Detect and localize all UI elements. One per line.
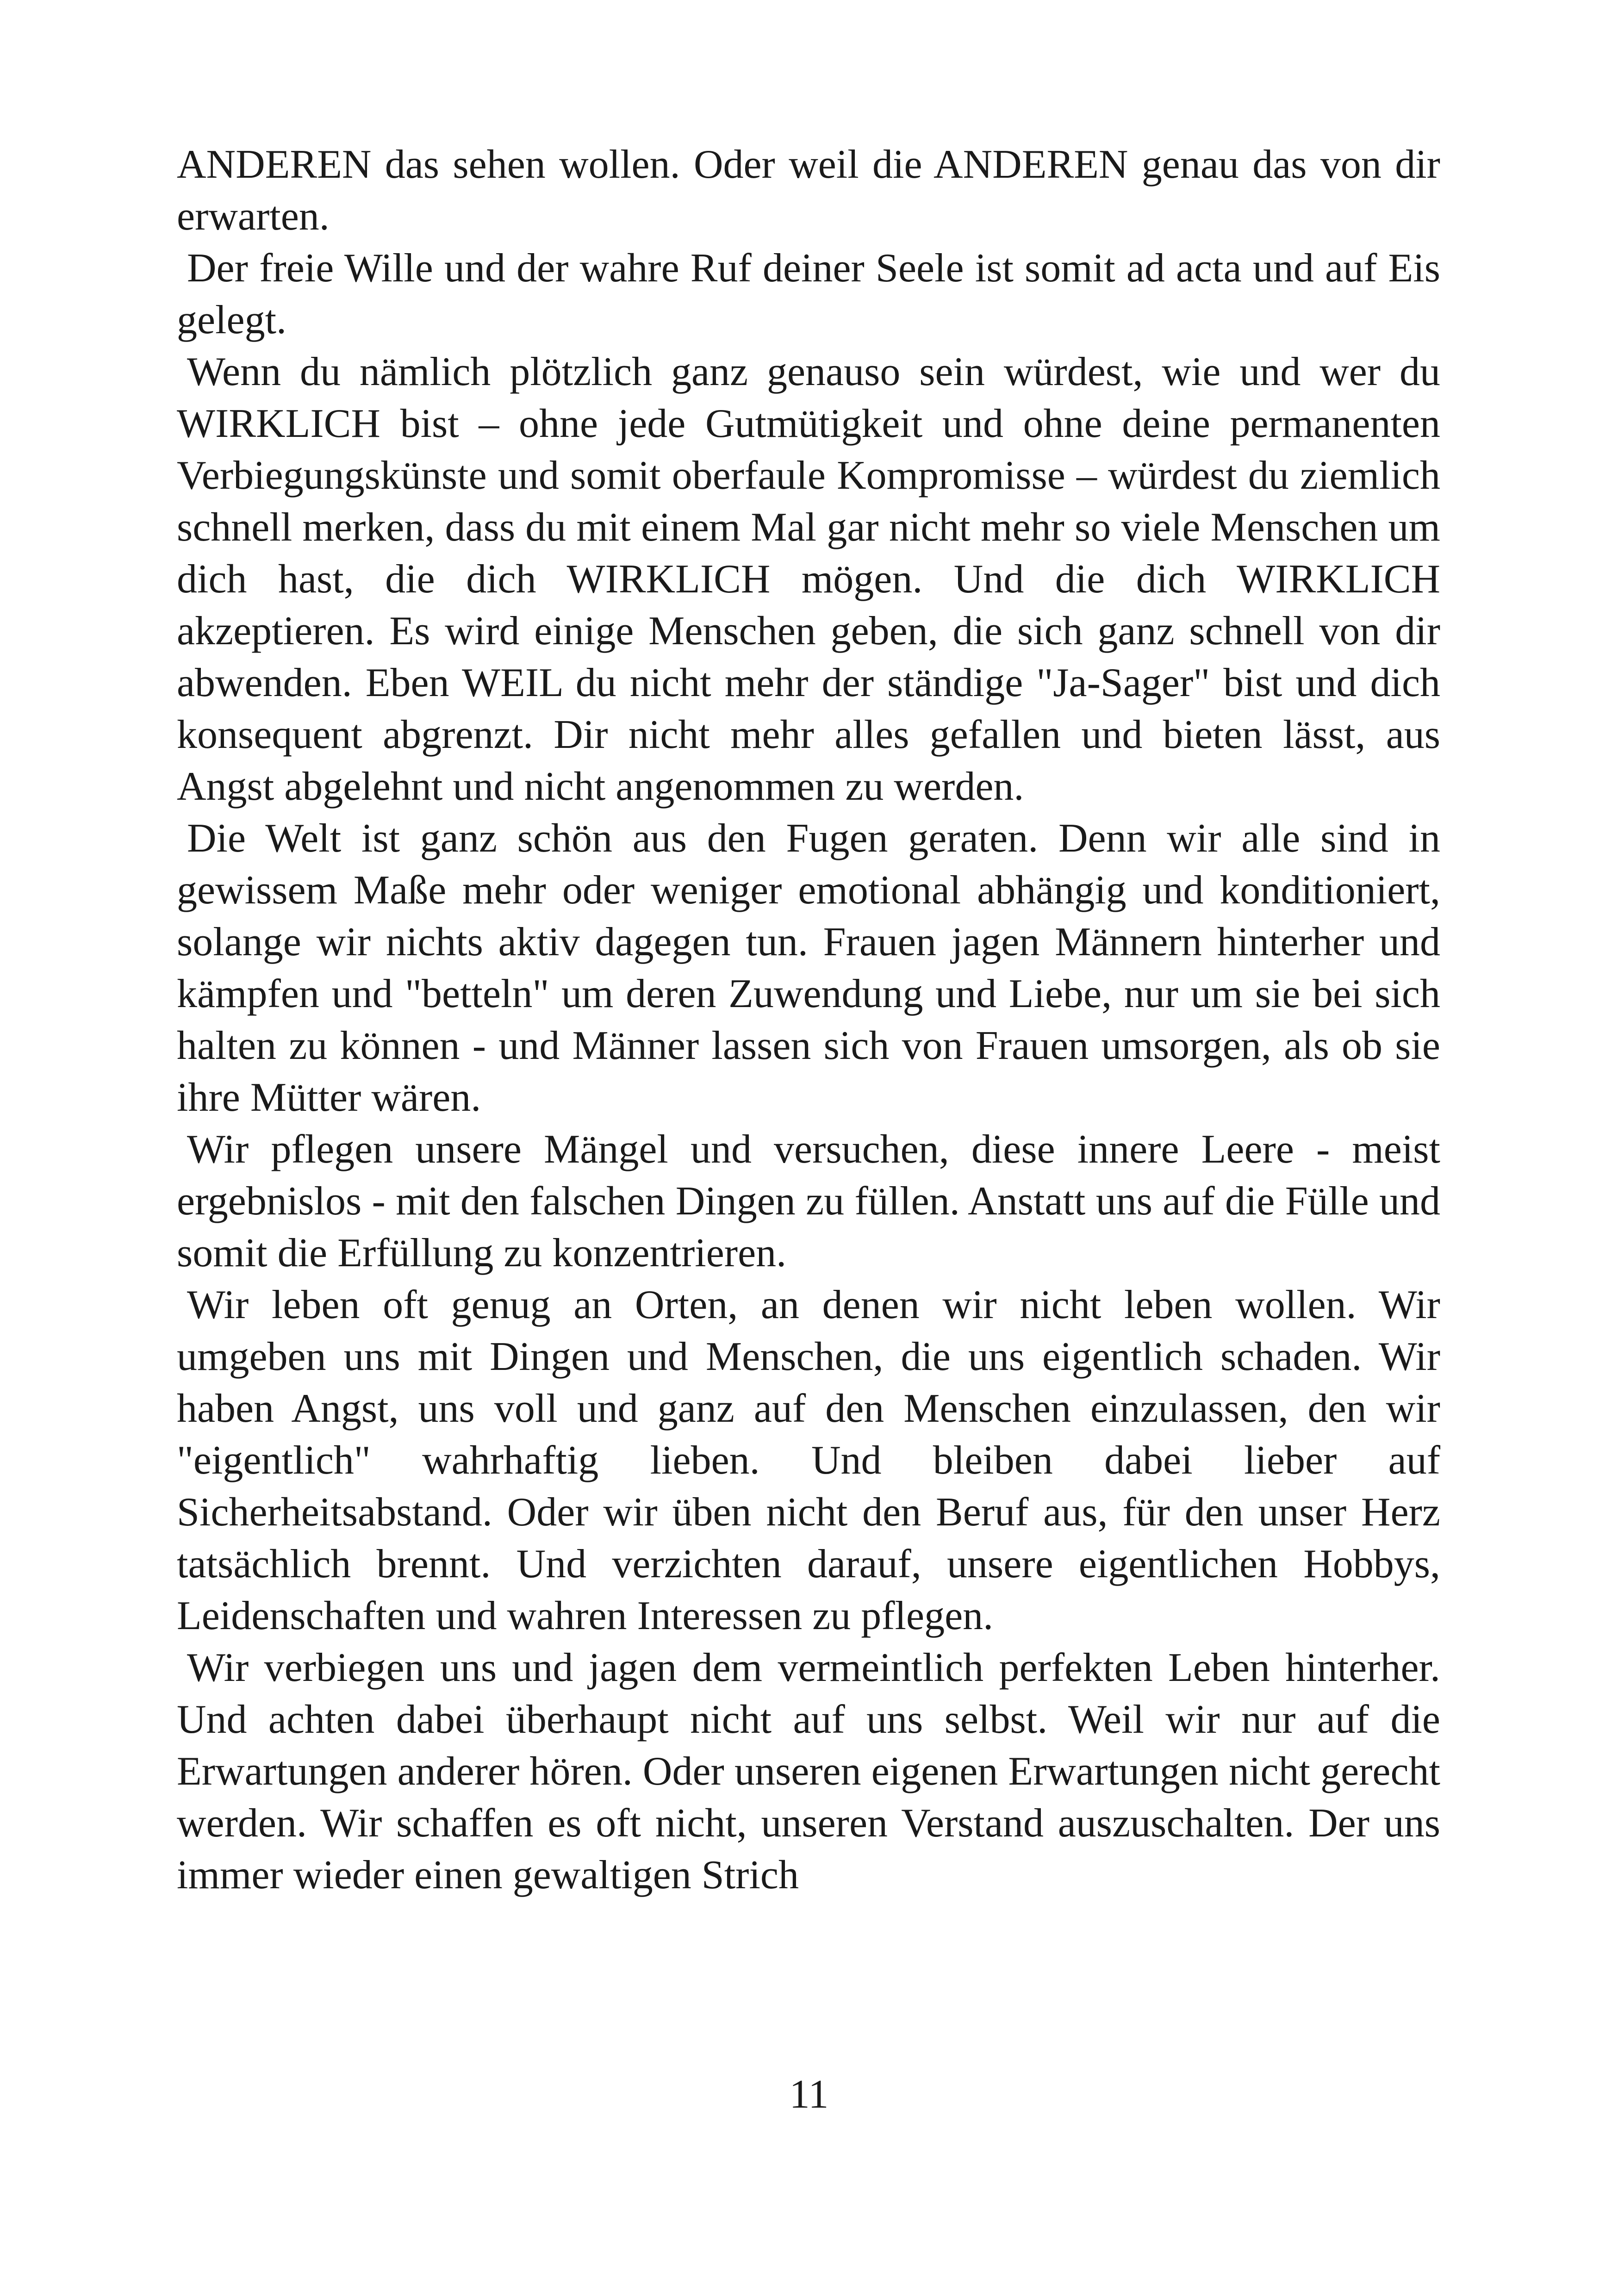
paragraph-7: Wir verbiegen uns und jagen dem vermeintlich perfekten Leben hinterher. Und achten dabei überhaupt nicht auf uns selbst. Weil wir nur auf die Erwartungen anderer hören. Oder unseren eigenen Erwartungen nicht gerecht werden. Wir schaffen es oft nicht, unseren Verstand auszuschalten. Der uns immer wieder einen gewaltigen Strich — [177, 1645, 1440, 1898]
paragraph-1: ANDEREN das sehen wollen. Oder weil die ANDEREN genau das von dir erwarten. — [177, 142, 1440, 239]
body-text — [177, 139, 1440, 1901]
paragraph-5: Wir pflegen unsere Mängel und versuchen, diese innere Leere - meist ergebnislos - mit den falschen Dingen zu füllen. Anstatt uns auf die Fülle und somit die Erfüllung zu konzentrieren. — [177, 1127, 1440, 1276]
paragraph-3: Wenn du nämlich plötzlich ganz genauso sein würdest, wie und wer du WIRKLICH bist – ohne jede Gutmütigkeit und ohne deine permanenten Verbiegungskünste und somit oberfaule Kompromisse – würdest du ziemlich schnell merken, dass du mit einem Mal gar nicht mehr so viele Menschen um dich hast, die dich WIRKLICH mögen. Und die dich WIRKLICH akzeptieren. Es wird einige Menschen geben, die sich ganz schnell von dir abwenden. Eben WEIL du nicht mehr der ständige "Ja-Sager" bist und dich konsequent abgrenzt. Dir nicht mehr alles gefallen und bieten lässt, aus Angst abgelehnt und nicht angenommen zu werden. — [177, 349, 1440, 809]
paragraph-2: Der freie Wille und der wahre Ruf deiner Seele ist somit ad acta und auf Eis gelegt. — [177, 246, 1440, 342]
page-number: 11 — [789, 2072, 829, 2117]
paragraph-6: Wir leben oft genug an Orten, an denen wir nicht leben wollen. Wir umgeben uns mit Dingen und Menschen, die uns eigentlich schaden. Wir haben Angst, uns voll und ganz auf den Menschen einzulassen, den wir "eigentlich" wahrhaftig lieben. Und bleiben dabei lieber auf Sicherheitsabstand. Oder wir üben nicht den Beruf aus, für den unser Herz tatsächlich brennt. Und verzichten darauf, unsere eigentlichen Hobbys, Leidenschaften und wahren Interessen zu pflegen. — [177, 1282, 1440, 1638]
paragraph-4: Die Welt ist ganz schön aus den Fugen geraten. Denn wir alle sind in gewissem Maße mehr oder weniger emotional abhängig und konditioniert, solange wir nichts aktiv dagegen tun. Frauen jagen Männern hinterher und kämpfen und "betteln" um deren Zuwendung und Liebe, nur um sie bei sich halten zu können - und Männer lassen sich von Frauen umsorgen, als ob sie ihre Mütter wären. — [177, 816, 1440, 1120]
